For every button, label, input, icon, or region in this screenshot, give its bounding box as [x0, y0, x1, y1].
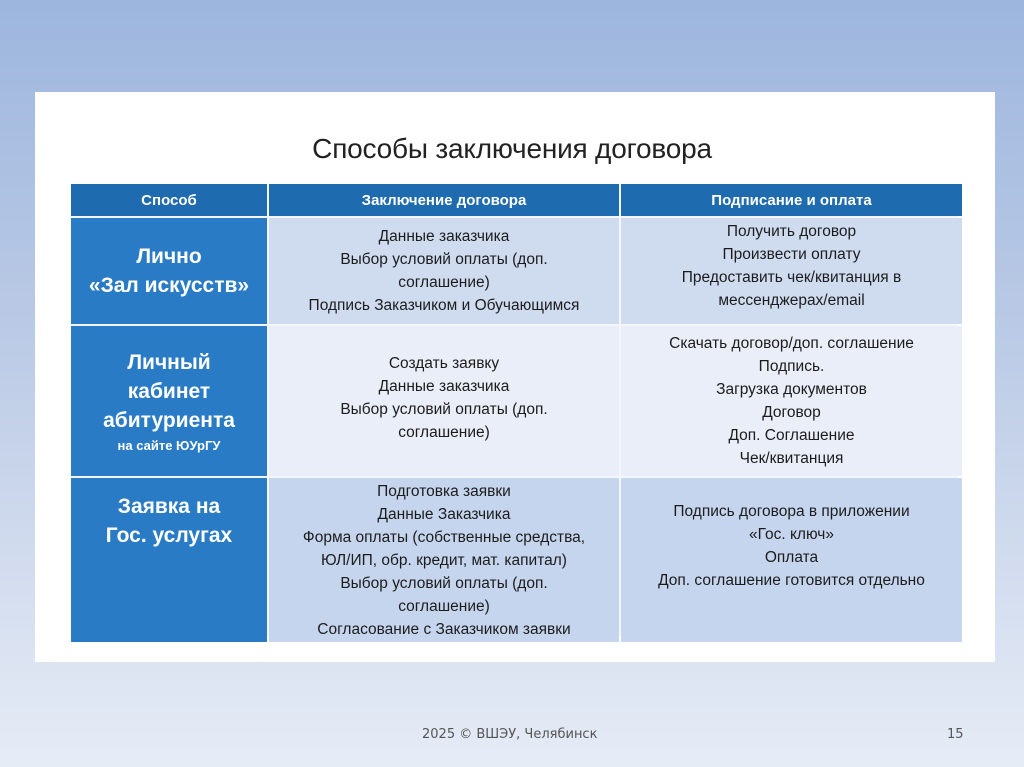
- method-line: Гос. услугах: [105, 524, 233, 547]
- method-line: Личный: [127, 350, 211, 374]
- cell-line: Произвести оплату: [722, 246, 861, 263]
- header-method: Способ: [71, 184, 267, 216]
- cell-line: Подпись.: [758, 358, 825, 375]
- page-number: 15: [947, 727, 964, 742]
- cell-line: Выбор условий оплаты (доп.: [340, 251, 548, 268]
- cell-line: Форма оплаты (собственные средства,: [302, 528, 586, 546]
- method-line: абитуриента: [103, 408, 235, 432]
- cell-line: соглашение): [398, 597, 490, 615]
- method-line: Заявка на: [117, 495, 221, 518]
- cell-line: Оплата: [764, 549, 819, 566]
- method-line: кабинет: [127, 379, 211, 403]
- cell-line: Предоставить чек/квитанция в: [681, 269, 902, 286]
- cell-line: Доп. соглашение готовится отдельно: [658, 572, 925, 589]
- row-1-conclusion: [269, 218, 619, 324]
- cell-line: Скачать договор/доп. соглашение: [669, 335, 914, 352]
- cell-line: Согласование с Заказчиком заявки: [317, 620, 571, 638]
- cell-line: Подготовка заявки: [377, 482, 511, 500]
- cell-line: Загрузка документов: [716, 381, 867, 398]
- method-line: Лично: [136, 245, 202, 268]
- cell-line: Данные заказчика: [378, 228, 510, 245]
- header-signing: Подписание и оплата: [621, 184, 962, 216]
- cell-line: соглашение): [398, 274, 490, 291]
- row-1-signing: [621, 218, 962, 324]
- cell-line: Выбор условий оплаты (доп.: [340, 574, 548, 592]
- slide-title: Способы заключения договора: [312, 133, 712, 164]
- header-conclusion: Заключение договора: [269, 184, 619, 216]
- cell-line: Создать заявку: [388, 355, 500, 372]
- footer-text: 2025 © ВШЭУ, Челябинск: [422, 727, 598, 742]
- row-1-method: [71, 218, 267, 324]
- row-2-signing: [621, 326, 962, 476]
- cell-line: ЮЛ/ИП, обр. кредит, мат. капитал): [321, 551, 567, 569]
- cell-line: Договор: [762, 404, 821, 421]
- cell-line: Данные заказчика: [378, 378, 510, 395]
- method-line: «Зал искусств»: [88, 274, 250, 297]
- method-subtitle: на сайте ЮУрГУ: [117, 437, 221, 453]
- cell-line: Подпись договора в приложении: [673, 503, 910, 520]
- cell-line: «Гос. ключ»: [749, 526, 834, 543]
- row-3-signing: [621, 478, 962, 642]
- row-2-method: [71, 326, 267, 476]
- cell-line: Доп. Соглашение: [728, 427, 855, 444]
- cell-line: Подпись Заказчиком и Обучающимся: [308, 297, 580, 314]
- row-2-conclusion: [269, 326, 619, 476]
- contract-methods-table: [71, 184, 958, 636]
- cell-line: Чек/квитанция: [739, 450, 844, 467]
- cell-line: мессенджерах/email: [718, 292, 865, 309]
- row-3-conclusion: [269, 478, 619, 642]
- cell-line: Выбор условий оплаты (доп.: [340, 401, 548, 418]
- row-3-method: [71, 478, 267, 642]
- cell-line: соглашение): [398, 424, 490, 441]
- cell-line: Данные Заказчика: [377, 505, 511, 523]
- cell-line: Получить договор: [726, 223, 857, 240]
